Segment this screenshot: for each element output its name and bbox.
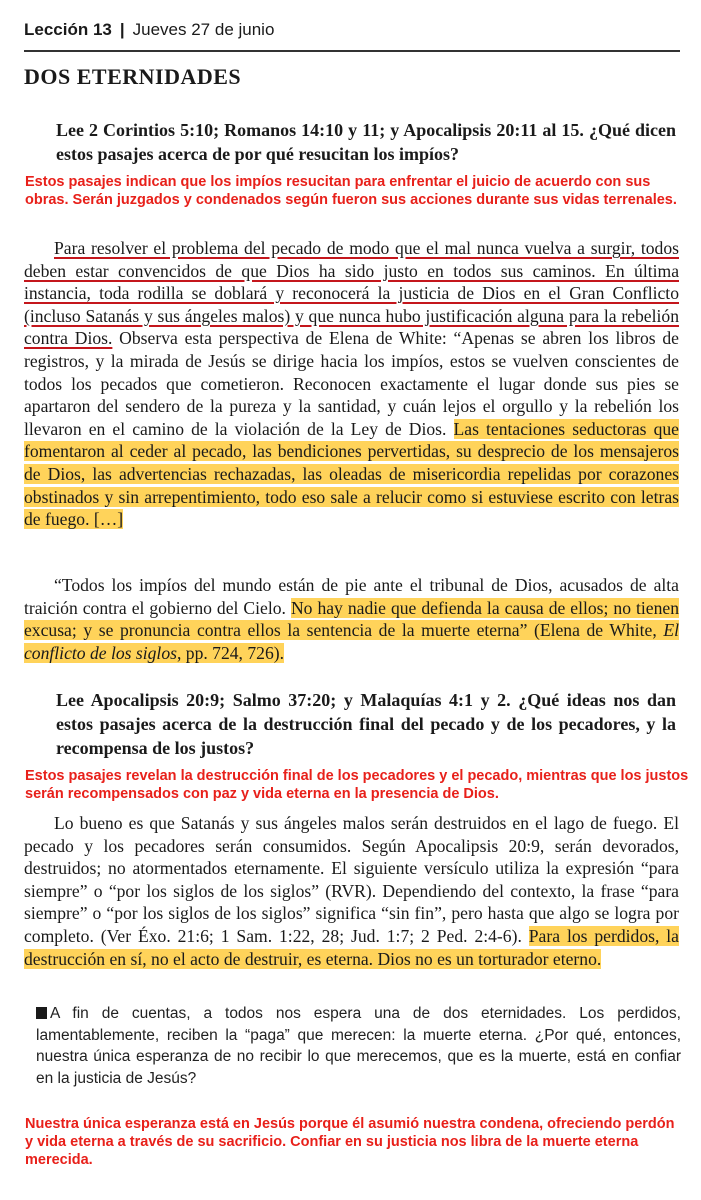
page-title: DOS ETERNIDADES [24,64,242,89]
paragraph-1 [24,237,679,531]
answer-2: Estos pasajes revelan la destrucción final de los pecadores y el pecado, mientras que los justos serán recompensados con paz y vida eterna en la presencia de Dios. [25,768,689,802]
book-title: El conflicto de los siglos [24,620,679,663]
reflection-question [36,1003,681,1089]
header-rule [24,50,680,52]
paragraph-3 [24,812,679,970]
lesson-date: Jueves 27 de junio [132,20,275,39]
square-bullet-icon [36,1007,47,1019]
paragraph-2-text: “Todos los impíos del mundo están de pie ante el tribunal de Dios, acusados de alta traición contra el gobierno del Cielo. [24,575,679,618]
question-1: Lee 2 Corintios 5:10; Romanos 14:10 y 11; y Apocalipsis 20:11 al 15. ¿Qué dicen estos pasajes acerca de por qué resucitan los impíos? [56,120,676,164]
question-2: Lee Apocalipsis 20:9; Salmo 37:20; y Malaquías 4:1 y 2. ¿Qué ideas nos dan estos pasajes acerca de la destrucción final del pecado y de los pecadores, y la recompensa de los justos? [56,690,676,758]
paragraph-3-text: Lo bueno es que Satanás y sus ángeles malos serán destruidos en el lago de fuego. El pecado y los pecadores serán consumidos. Según Apocalipsis 20:9, serán devorados, destruidos; no atormentados eternamente. El siguiente versículo utiliza la expresión “para siempre” o “por los siglos de los siglos” (RVR). Dependiendo del contexto, la frase “para siempre” o “por los siglos de los siglos” significa “sin fin”, pero hasta que algo se logra por completo. (Ver Éxo. 21:6; 1 Sam. 1:22, 28; Jud. 1:7; 2 Ped. 2:4-6). [24,813,679,946]
highlighted-passage-1: Las tentaciones seductoras que fomentaron al ceder al pecado, las bendiciones pervertidas, su desprecio de los mensajeros de Dios, las advertencias rechazadas, las oleadas de misericordia repelidas por corazones obstinados y sin arrepentimiento, todo eso sale a relucir como si estuviese escrito con letras de fuego. […] [24,418,679,530]
highlighted-passage-2: No hay nadie que defienda la causa de ellos; no tienen excusa; y se pronuncia contra ellos la sentencia de la muerte eterna” (Elena de White, [24,597,679,641]
paragraph-2 [24,574,679,664]
highlighted-passage-4: Para los perdidos, la destrucción en sí, no el acto de destruir, es eterna. Dios no es un torturador eterno. [24,925,679,969]
lesson-header [24,20,684,48]
highlighted-passage-3: , pp. 724, 726). [176,642,284,663]
paragraph-1-text: Observa esta perspectiva de Elena de White: “Apenas se abren los libros de registros, y la mirada de Jesús se dirige hacia los impíos, estos se vuelven conscientes de todos los pecados que cometieron. Reconocen exactamente el lugar donde sus pies se apartaron del sendero de la pureza y la santidad, y cuán lejos el orgullo y la rebelión los llevaron en el camino de la violación de la Ley de Dios. [24,328,679,439]
reflection-answer: Nuestra única esperanza está en Jesús porque él asumió nuestra condena, ofreciendo perdón y vida eterna a través de su sacrificio. Confiar en su justicia nos libra de la muerte eterna merecida. [25,1116,675,1168]
header-separator: | [119,20,125,39]
lesson-number: Lección 13 [24,20,112,39]
reflection-text: A fin de cuentas, a todos nos espera una de dos eternidades. Los perdidos, lamentablemente, reciben la “paga” que merecen: la muerte eterna. ¿Por qué, entonces, nuestra única esperanza de no recibir lo que merecemos, que es la muerte, está en confiar en la justicia de Jesús? [36,1005,681,1087]
underlined-passage: Para resolver el problema del pecado de modo que el mal nunca vuelva a surgir, todos deben estar convencidos de que Dios ha sido justo en todos sus caminos. En última instancia, toda rodilla se doblará y reconocerá la justicia de Dios en el Gran Conflicto (incluso Satanás y sus ángeles malos) y que nunca hubo justificación alguna para la rebelión contra Dios. [24,238,679,349]
answer-1: Estos pasajes indican que los impíos resucitan para enfrentar el juicio de acuerdo con sus obras. Serán juzgados y condenados según fueron sus acciones durante sus vidas terrenales. [25,174,677,208]
